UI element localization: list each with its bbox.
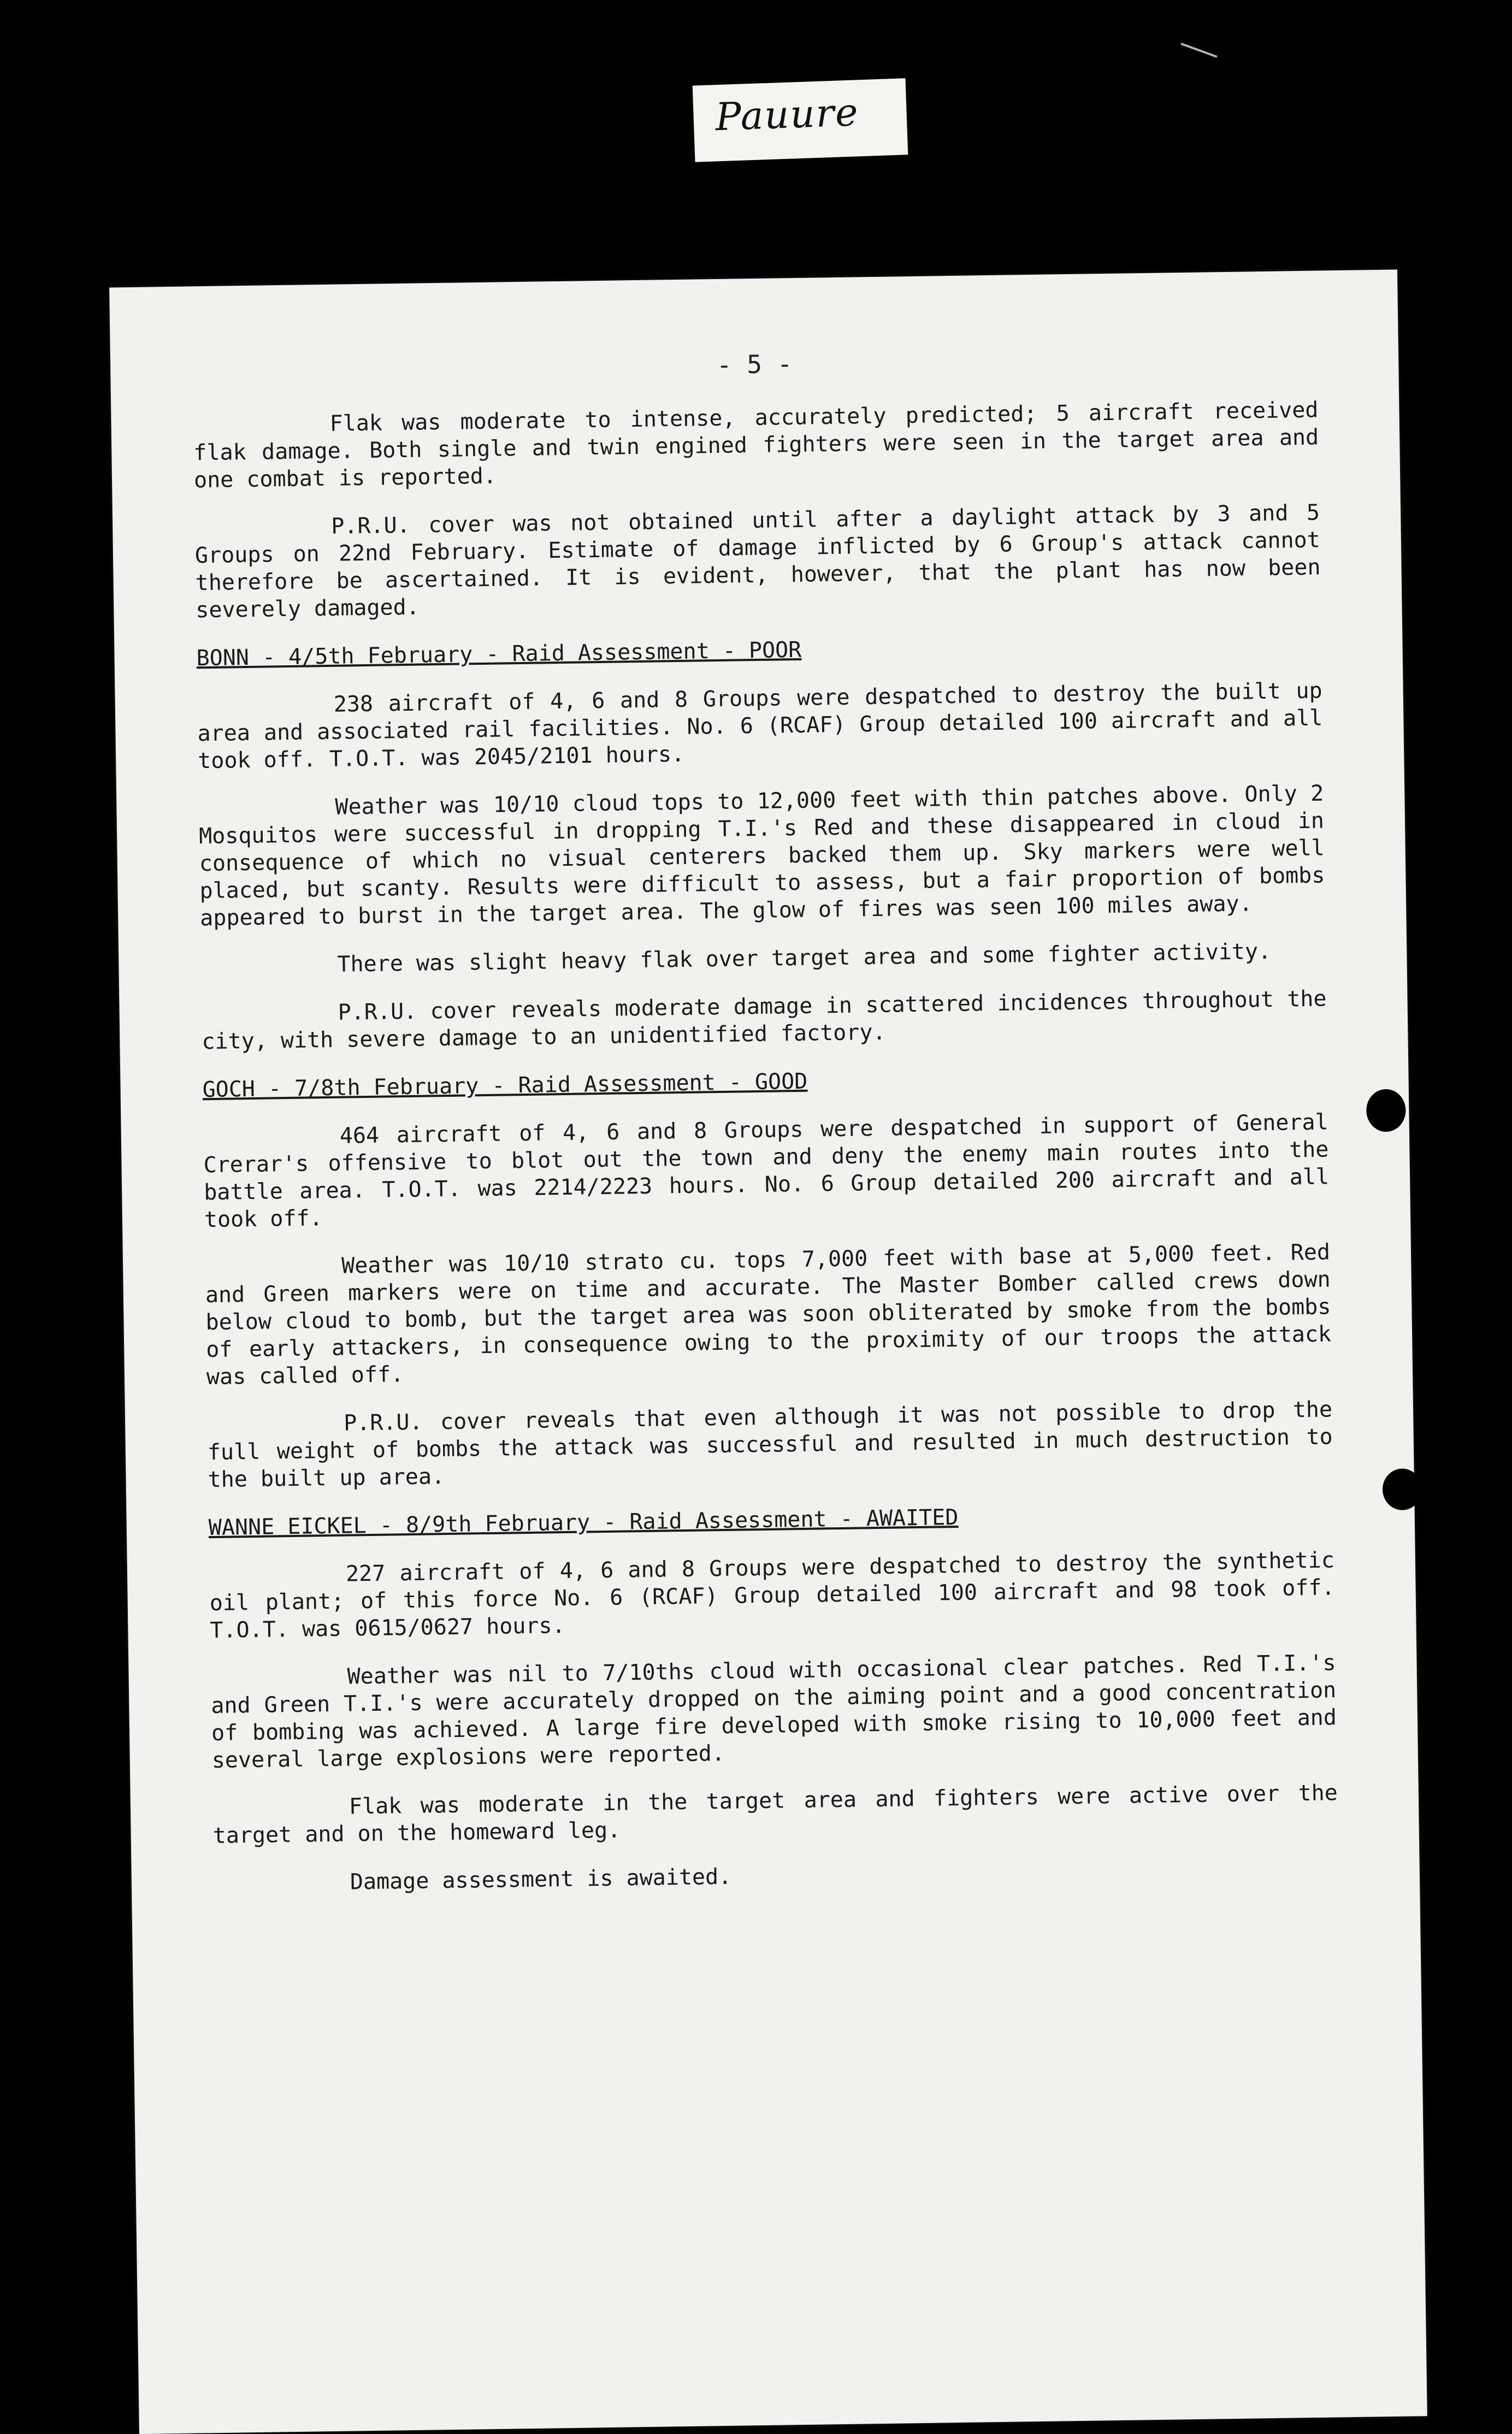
bonn-flak-paragraph: There was slight heavy flak over target area and some fighter activity. <box>337 938 1272 977</box>
wanne-eickel-despatch-paragraph: 227 aircraft of 4, 6 and 8 Groups were despatched to destroy the synthetic oil plant; of this force No. 6 (RCAF) Group detailed 100 aircraft and 98 took off. T.O.T. was 0615/0627 hours. <box>209 1547 1335 1644</box>
bonn-despatch-paragraph: 238 aircraft of 4, 6 and 8 Groups were despatched to destroy the built up area and associated rail facilities. No. 6 (RCAF) Group detailed 100 aircraft and all took off. T.O.T. was 2045/2101 hours. <box>197 678 1323 774</box>
wanne-eickel-heading: WANNE EICKEL - 8/9th February - Raid Assessment - AWAITED <box>208 1504 959 1541</box>
archive-label-text: Pauure <box>714 90 860 140</box>
goch-despatch-paragraph: 464 aircraft of 4, 6 and 8 Groups were despatched in support of General Crerar's offensive to blot out the town and deny the enemy main routes into the battle area. T.O.T. was 2214/2223 hours. No. 6 Group detailed 200 aircraft and all took off. <box>203 1109 1330 1233</box>
goch-heading: GOCH - 7/8th February - Raid Assessment - GOOD <box>202 1068 808 1103</box>
film-scratch-top-right <box>1180 43 1217 58</box>
bonn-heading: BONN - 4/5th February - Raid Assessment - POOR <box>196 637 802 671</box>
punch-hole-lower <box>1383 1468 1422 1510</box>
wanne-eickel-weather-paragraph: Weather was nil to 7/10ths cloud with occasional clear patches. Red T.I.'s and Green T.I.'s were accurately dropped on the aiming point and a good concentration of bombing was achieved. A large fire developed with smoke rising to 10,000 feet and several large explosions were reported. <box>211 1650 1337 1774</box>
archive-label-card <box>693 78 908 162</box>
goch-pru-paragraph: P.R.U. cover reveals that even although it was not possible to drop the full weight of bombs the attack was successful and resulted in much destruction to the built up area. <box>207 1397 1333 1493</box>
goch-weather-paragraph: Weather was 10/10 strato cu. tops 7,000 feet with base at 5,000 feet. Red and Green markers were on time and accurate. The Master Bomber called crews down below cloud to bomb, but the target area was soon obliterated by smoke from the bombs of early attackers, in consequence owing to the proximity of our troops the attack was called off. <box>205 1239 1332 1390</box>
document-body <box>193 397 1339 1918</box>
document-page <box>109 270 1427 2434</box>
punch-hole-upper <box>1366 1089 1406 1132</box>
bonn-pru-paragraph: P.R.U. cover reveals moderate damage in scattered incidences throughout the city, with severe damage to an unidentified factory. <box>202 986 1327 1055</box>
intro-pru-paragraph: P.R.U. cover was not obtained until after a daylight attack by 3 and 5 Groups on 22nd February. Estimate of damage inflicted by 6 Group's attack cannot therefore be ascertained. It is evident, however, that the plant has now been severely damaged. <box>194 500 1321 623</box>
page-number: - 5 - <box>716 349 793 380</box>
intro-flak-paragraph: Flak was moderate to intense, accurately predicted; 5 aircraft received flak damage. Both single and twin engined fighters were seen in the target area and one combat is reported. <box>193 397 1319 493</box>
wanne-eickel-damage-paragraph: Damage assessment is awaited. <box>350 1864 732 1895</box>
wanne-eickel-flak-paragraph: Flak was moderate in the target area and fighters were active over the target and on the homeward leg. <box>212 1780 1338 1849</box>
bonn-weather-paragraph: Weather was 10/10 cloud tops to 12,000 feet with thin patches above. Only 2 Mosquitos were successful in dropping T.I.'s Red and these disappeared in cloud in consequence of which no visual centerers backed them up. Sky markers were well placed, but scanty. Results were difficult to assess, but a fair proportion of bombs appeared to burst in the target area. The glow of fires was seen 100 miles away. <box>198 781 1325 931</box>
